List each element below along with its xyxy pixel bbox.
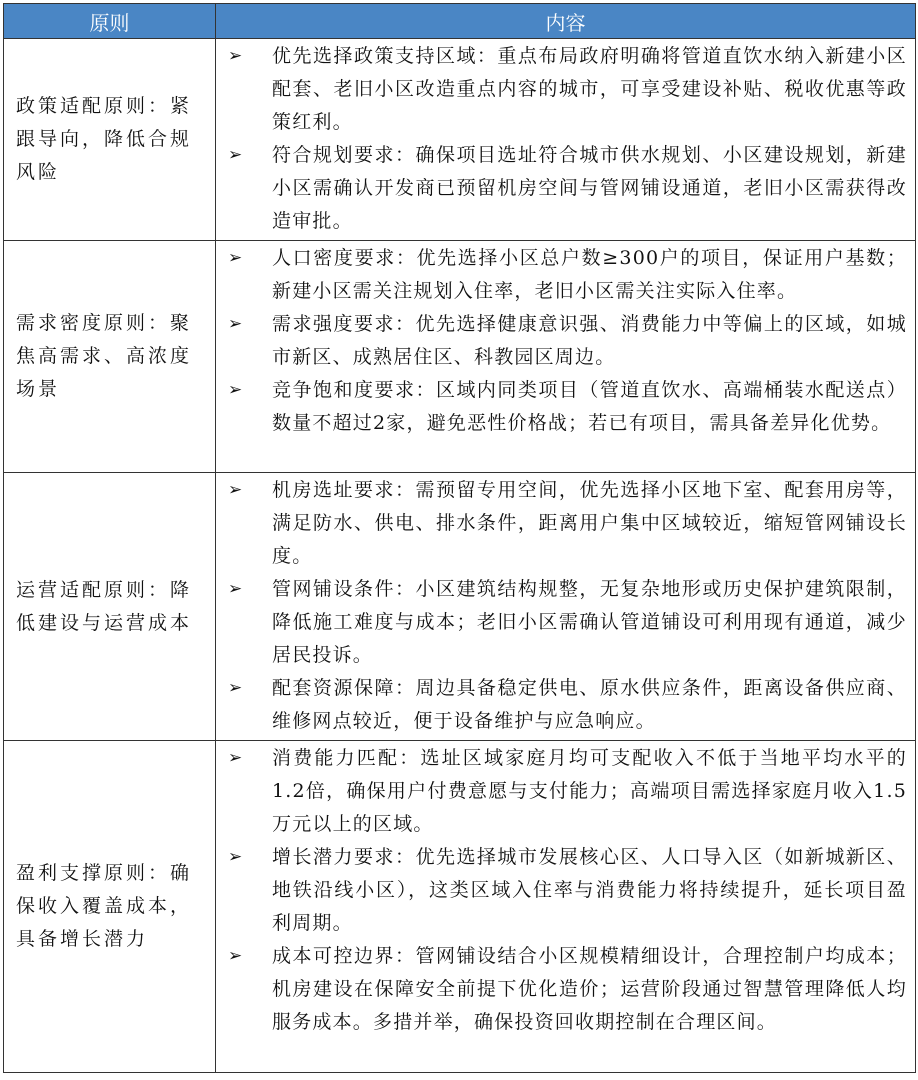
content-cell bbox=[216, 241, 916, 473]
site-selection-principles-table bbox=[3, 3, 916, 1073]
content-list-item bbox=[228, 374, 907, 440]
arrowhead-bullet-icon: ➢ bbox=[228, 314, 243, 334]
arrowhead-bullet-icon: ➢ bbox=[228, 748, 243, 768]
arrowhead-bullet-icon: ➢ bbox=[228, 248, 243, 268]
table-row bbox=[4, 241, 916, 473]
content-item-text: 人口密度要求：优先选择小区总户数≥300户的项目，保证用户基数；新建小区需关注规划入住率，老旧小区需关注实际入住率。 bbox=[272, 247, 907, 302]
content-list-item bbox=[228, 308, 907, 374]
content-item-text: 消费能力匹配：选址区域家庭月均可支配收入不低于当地平均水平的1.2倍，确保用户付费意愿与支付能力；高端项目需选择家庭月收入1.5万元以上的区域。 bbox=[272, 747, 907, 835]
content-item-text: 符合规划要求：确保项目选址符合城市供水规划、小区建设规划，新建小区需确认开发商已预留机房空间与管网铺设通道，老旧小区需获得改造审批。 bbox=[272, 144, 907, 232]
arrowhead-bullet-icon: ➢ bbox=[228, 380, 243, 400]
content-item-text: 机房选址要求：需预留专用空间，优先选择小区地下室、配套用房等，满足防水、供电、排水条件，距离用户集中区域较近，缩短管网铺设长度。 bbox=[272, 479, 907, 567]
content-list-item bbox=[228, 40, 907, 139]
content-item-text: 优先选择政策支持区域：重点布局政府明确将管道直饮水纳入新建小区配套、老旧小区改造重点内容的城市，可享受建设补贴、税收优惠等政策红利。 bbox=[272, 45, 907, 133]
content-cell bbox=[216, 741, 916, 1073]
content-list-item bbox=[228, 940, 907, 1039]
table-row bbox=[4, 741, 916, 1073]
table-row bbox=[4, 473, 916, 741]
content-list-item bbox=[228, 841, 907, 940]
table-row bbox=[4, 39, 916, 241]
content-item-text: 竞争饱和度要求：区域内同类项目（管道直饮水、高端桶装水配送点）数量不超过2家，避免恶性价格战；若已有项目，需具备差异化优势。 bbox=[272, 379, 907, 434]
header-row bbox=[4, 4, 916, 39]
content-item-text: 配套资源保障：周边具备稳定供电、原水供应条件，距离设备供应商、维修网点较近，便于设备维护与应急响应。 bbox=[272, 677, 907, 732]
principles-table-container bbox=[3, 3, 915, 1073]
arrowhead-bullet-icon: ➢ bbox=[228, 145, 243, 165]
content-list-item bbox=[228, 672, 907, 738]
content-cell bbox=[216, 39, 916, 241]
content-list-item bbox=[228, 573, 907, 672]
arrowhead-bullet-icon: ➢ bbox=[228, 946, 243, 966]
arrowhead-bullet-icon: ➢ bbox=[228, 46, 243, 66]
content-item-text: 管网铺设条件：小区建筑结构规整，无复杂地形或历史保护建筑限制，降低施工难度与成本；老旧小区需确认管道铺设可利用现有通道，减少居民投诉。 bbox=[272, 578, 907, 666]
header-content: 内容 bbox=[216, 4, 916, 39]
content-list-item bbox=[228, 474, 907, 573]
content-list-item bbox=[228, 742, 907, 841]
content-item-text: 成本可控边界：管网铺设结合小区规模精细设计，合理控制户均成本；机房建设在保障安全前提下优化造价；运营阶段通过智慧管理降低人均服务成本。多措并举，确保投资回收期控制在合理区间。 bbox=[272, 945, 907, 1033]
principle-cell: 运营适配原则：降低建设与运营成本 bbox=[4, 473, 216, 741]
arrowhead-bullet-icon: ➢ bbox=[228, 678, 243, 698]
table-body bbox=[4, 39, 916, 1073]
arrowhead-bullet-icon: ➢ bbox=[228, 480, 243, 500]
content-item-text: 增长潜力要求：优先选择城市发展核心区、人口导入区（如新城新区、地铁沿线小区），这类区域入住率与消费能力将持续提升，延长项目盈利周期。 bbox=[272, 846, 907, 934]
header-principle: 原则 bbox=[4, 4, 216, 39]
content-cell bbox=[216, 473, 916, 741]
principle-cell: 需求密度原则：聚焦高需求、高浓度场景 bbox=[4, 241, 216, 473]
arrowhead-bullet-icon: ➢ bbox=[228, 579, 243, 599]
content-item-text: 需求强度要求：优先选择健康意识强、消费能力中等偏上的区域，如城市新区、成熟居住区、科教园区周边。 bbox=[272, 313, 907, 368]
principle-cell: 政策适配原则：紧跟导向，降低合规风险 bbox=[4, 39, 216, 241]
content-list-item bbox=[228, 139, 907, 238]
arrowhead-bullet-icon: ➢ bbox=[228, 847, 243, 867]
principle-cell: 盈利支撑原则：确保收入覆盖成本，具备增长潜力 bbox=[4, 741, 216, 1073]
table-header bbox=[4, 4, 916, 39]
content-list-item bbox=[228, 242, 907, 308]
